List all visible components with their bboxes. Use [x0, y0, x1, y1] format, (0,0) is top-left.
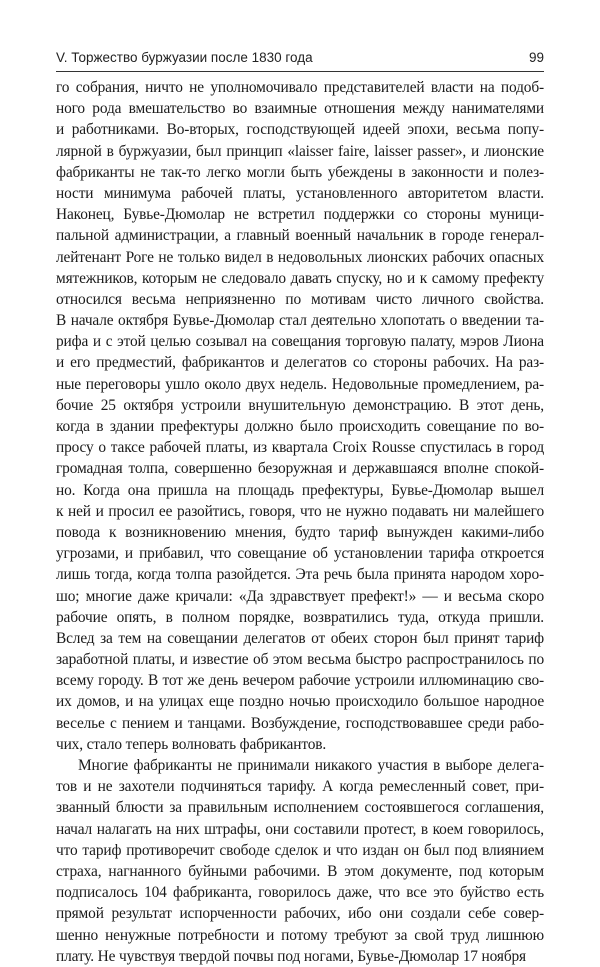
- text-line: когда в здании префектуры должно было происходить совещание по во-: [56, 418, 544, 435]
- text-line: угрозами, и прибавил, что совещание об установлении тарифа откроется: [56, 545, 544, 563]
- text-line: фабриканты не так-то легко могли быть убеждены в законности и полез-: [56, 163, 544, 181]
- text-line: ного рода вмешательство во взаимные отношения между нанимателями: [56, 100, 544, 118]
- text-line: Наконец, Бувье-Дюмолар не встретил поддержки со стороны муници-: [56, 206, 544, 224]
- text-line: шенно ненужные потребности и потому требуют за свой труд лишнюю: [56, 926, 544, 944]
- text-line: страха, нагнанного буйными рабочими. В этом документе, под которым: [56, 862, 544, 880]
- text-line: и работниками. Во-вторых, господствующей идеей эпохи, весьма попу-: [56, 121, 544, 139]
- text-line: ности минимума рабочей платы, установленного авторитетом власти.: [56, 184, 544, 202]
- text-line: относился весьма неприязненно по мотивам чисто личного свойства.: [56, 290, 544, 308]
- body-text: [56, 77, 544, 967]
- text-line: рифа и с этой целью созывал на совещания торговую палату, мэров Лиона: [56, 333, 544, 351]
- text-line: чих, стало теперь волновать фабрикантов.: [56, 735, 327, 753]
- chapter-title: V. Торжество буржуазии после 1830 года: [56, 50, 313, 65]
- text-line: громадная толпа, совершенно безоружная и державшаяся вполне спокой-: [56, 460, 544, 478]
- text-line: к ней и просил ее разойтись, говоря, что не нужно подавать ни малейшего: [56, 502, 544, 520]
- text-line: повода к возникновению мнения, будто тариф вынужден какими-либо: [56, 523, 544, 541]
- text-line: прямой результат испорченности рабочих, ибо они создали себе совер-: [56, 905, 544, 923]
- text-line: всему городу. В тот же день вечером рабочие устроили иллюминацию сво-: [56, 672, 544, 690]
- text-line: пальной администрации, а главный военный начальник в городе генерал-: [56, 227, 544, 245]
- text-line: рабочие опять, в полном порядке, возвратились туда, откуда пришли.: [56, 608, 544, 626]
- text-line: лишь тогда, когда толпа разойдется. Эта речь была принята народом хоро-: [56, 566, 544, 584]
- text-line: но. Когда она пришла на площадь префектуры, Бувье-Дюмолар вышел: [56, 481, 544, 499]
- page-number: 99: [528, 50, 544, 65]
- text-line: лейтенант Роге не только видел в недовольных лионских рабочих опасных: [56, 248, 544, 266]
- text-line: их домов, и на улицах еще поздно ночью происходило большое народное: [56, 693, 544, 711]
- book-page: [56, 50, 544, 967]
- text-line: званный блюсти за правильным исполнением состоявшегося соглашения,: [56, 799, 544, 817]
- text-line: Вслед за тем на совещании делегатов от обеих сторон был принят тариф: [56, 629, 544, 647]
- text-line: заработной платы, и известие об этом весьма быстро распространилось по: [56, 651, 544, 669]
- text-line: начал налагать на них штрафы, они составили протест, в коем говорилось,: [56, 820, 544, 838]
- paragraph: [56, 755, 544, 967]
- text-line: и его предместий, фабрикантов и делегатов со стороны рабочих. На раз-: [56, 354, 544, 372]
- text-line: подписалось 104 фабриканта, говорилось даже, что все это буйство есть: [56, 884, 544, 902]
- text-line: плату. Не чувствуя твердой почвы под ногами, Бувье-Дюмолар 17 ноября: [56, 947, 526, 965]
- text-line: что тариф противоречит свободе сделок и что издан он был под влиянием: [56, 841, 544, 859]
- text-line: мятежников, которым не следовало давать спуску, но и к самому префекту: [56, 269, 544, 287]
- text-line: просу о таксе рабочей платы, из квартала Croix Rousse спустилась в город: [56, 439, 544, 457]
- paragraph: [56, 77, 544, 755]
- text-line: веселье с пением и танцами. Возбуждение, господствовавшее среди рабо-: [56, 714, 544, 732]
- text-line: В начале октября Бувье-Дюмолар стал деятельно хлопотать о введении та-: [56, 312, 544, 330]
- text-line: лярной в буржуазии, был принцип «laisser faire, laisser passer», и лионские: [56, 142, 544, 160]
- text-line: тов и не захотели подчиняться тарифу. А когда ремесленный совет, при-: [56, 778, 544, 796]
- text-line: го собрания, ничто не уполномочивало представителей власти на подоб-: [56, 79, 544, 96]
- running-head: [56, 50, 544, 72]
- text-line: ные переговоры ушло около двух недель. Недовольные промедлением, ра-: [56, 375, 544, 393]
- text-line: Многие фабриканты не принимали никакого участия в выборе делега-: [78, 757, 544, 774]
- text-line: бочие 25 октября устроили внушительную демонстрацию. В этот день,: [56, 396, 544, 414]
- text-line: шо; многие даже кричали: «Да здравствует префект!» — и весьма скоро: [56, 587, 544, 605]
